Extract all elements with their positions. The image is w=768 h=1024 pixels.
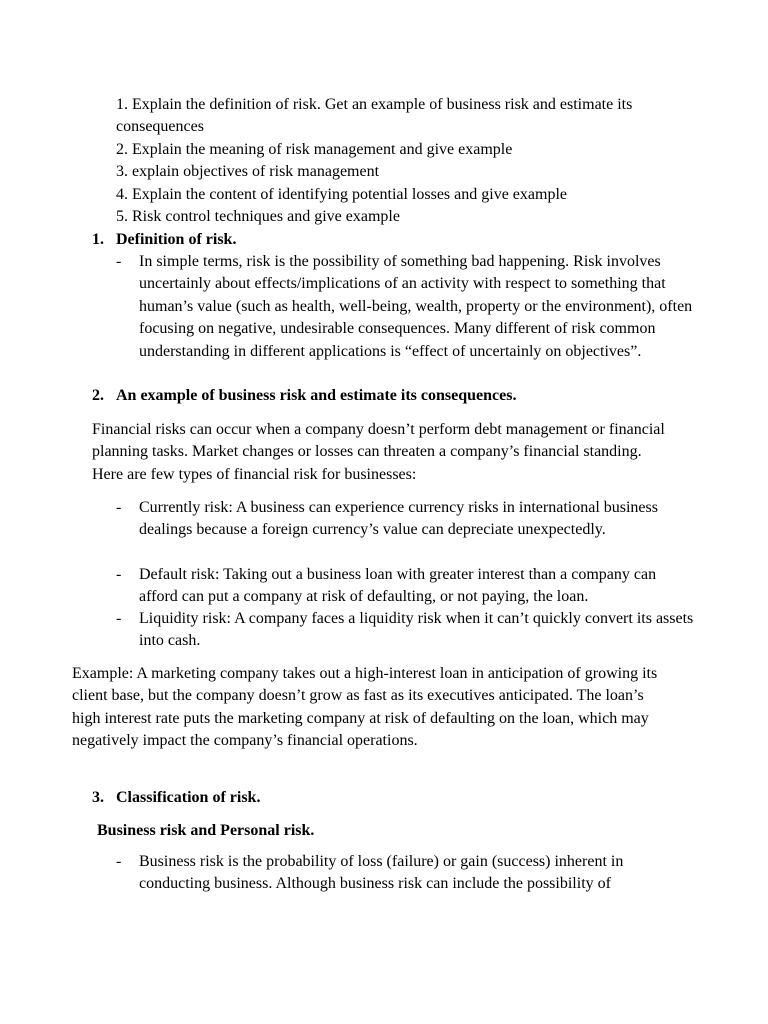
section-1-number: 1.	[92, 231, 104, 248]
section-2-bullet-1	[116, 497, 696, 542]
section-2-bullet-3	[116, 608, 696, 653]
section-2-heading	[92, 385, 516, 407]
section-2-bullet-2-text: Default risk: Taking out a business loan with greater interest than a company can afford can put a company at risk of defaulting, or not paying, the loan.	[139, 566, 657, 606]
question-5: 5. Risk control techniques and give example	[116, 208, 400, 226]
section-3-title: Classification of risk.	[116, 789, 261, 806]
section-2-number: 2.	[92, 387, 104, 404]
section-3-heading	[92, 787, 260, 809]
section-2-title: An example of business risk and estimate its consequences.	[116, 387, 517, 404]
section-3-subheading: Business risk and Personal risk.	[97, 822, 315, 839]
bullet-marker: -	[116, 566, 122, 583]
question-3: 3. explain objectives of risk management	[116, 163, 380, 181]
section-3-bullet	[116, 851, 696, 896]
bullet-marker: -	[116, 610, 122, 627]
question-4: 4. Explain the content of identifying potential losses and give example	[116, 185, 567, 203]
question-list	[116, 94, 716, 228]
section-2-bullet-1-text: Currently risk: A business can experience currency risks in international business dealings because a foreign currency’s value can depreciate unexpectedly.	[139, 499, 658, 539]
section-2-example: Example: A marketing company takes out a high-interest loan in anticipation of growing its client base, but the company doesn’t grow as fast as its executives anticipated. The loan’s high interest rate puts the marketing company at risk of defaulting on the loan, which may negatively impact the company’s financial operations.	[72, 665, 658, 750]
bullet-marker: -	[116, 253, 122, 270]
bullet-marker: -	[116, 499, 122, 516]
section-2-bullet-2	[116, 564, 696, 609]
section-1-bullet-text: In simple terms, risk is the possibility of something bad happening. Risk involves uncertainly about effects/implications of an activity with respect to something that human’s value (such as health, well-being, wealth, property or the environment), often focusing on negative, undesirable consequences. Many different of risk common understanding in different applications is “effect of uncertainly on objectives”.	[139, 253, 693, 360]
section-1-title: Definition of risk.	[116, 231, 237, 248]
section-2-intro: Financial risks can occur when a company doesn’t perform debt management or financial planning tasks. Market changes or losses can threaten a company’s financial standing. Here are few types of financial risk for businesses:	[92, 421, 665, 483]
section-3-bullet-text: Business risk is the probability of loss (failure) or gain (success) inherent in conducting business. Although business risk can include the possibility of	[139, 853, 624, 893]
section-1-heading	[92, 229, 236, 251]
bullet-marker: -	[116, 853, 122, 870]
section-2-bullet-3-text: Liquidity risk: A company faces a liquidity risk when it can’t quickly convert its assets into cash.	[139, 610, 694, 650]
question-1: 1. Explain the definition of risk. Get an example of business risk and estimate its consequences	[116, 96, 633, 136]
section-1-bullet	[116, 251, 696, 363]
question-2: 2. Explain the meaning of risk management and give example	[116, 140, 513, 158]
section-3-number: 3.	[92, 789, 104, 806]
